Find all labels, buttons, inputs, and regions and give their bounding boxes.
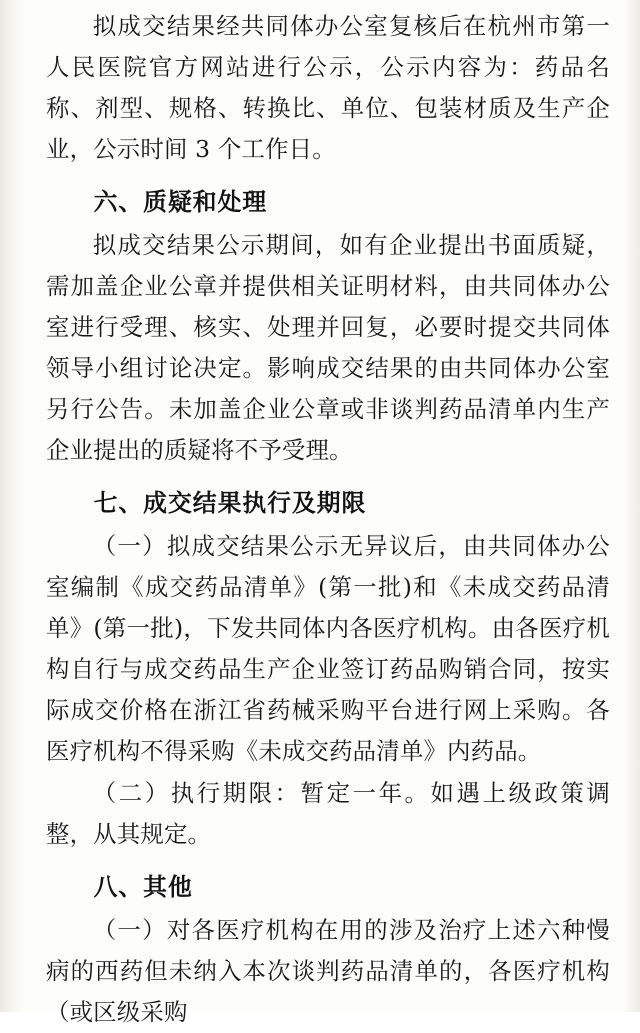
paragraph-execution-two: （二）执行期限：暂定一年。如遇上级政策调整，从其规定。: [46, 779, 610, 848]
heading-six: 六、质疑和处理: [93, 188, 268, 216]
document-body: [46, 6, 610, 1033]
paragraph-execution-one: （一）拟成交结果公示无异议后，由共同体办公室编制《成交药品清单》(第一批)和《未成交药品清单》(第一批)，下发共同体内各医疗机构。由各医疗机构自行与成交药品生产企业签订药品购销合同，按实际成交价格在浙江省药械采购平台进行网上采购。各医疗机构不得采购《未成交药品清单》内药品。: [46, 532, 610, 765]
paragraph-other-one: （一）对各医疗机构在用的涉及治疗上述六种慢病的西药但未纳入本次谈判药品清单的，各医疗机构（或区级采购: [46, 916, 610, 1026]
heading-eight: 八、其他: [93, 873, 193, 901]
heading-seven: 七、成交结果执行及期限: [93, 489, 367, 517]
paragraph-publicity: 拟成交结果经共同体办公室复核后在杭州市第一人民医院官方网站进行公示，公示内容为：药品名称、剂型、规格、转换比、单位、包装材质及生产企业，公示时间 3 个工作日。: [46, 12, 610, 163]
paragraph-objection: 拟成交结果公示期间，如有企业提出书面质疑，需加盖企业公章并提供相关证明材料，由共同体办公室进行受理、核实、处理并回复，必要时提交共同体领导小组讨论决定。影响成交结果的由共同体办公室另行公告。未加盖企业公章或非谈判药品清单内生产企业提出的质疑将不予受理。: [46, 231, 610, 464]
